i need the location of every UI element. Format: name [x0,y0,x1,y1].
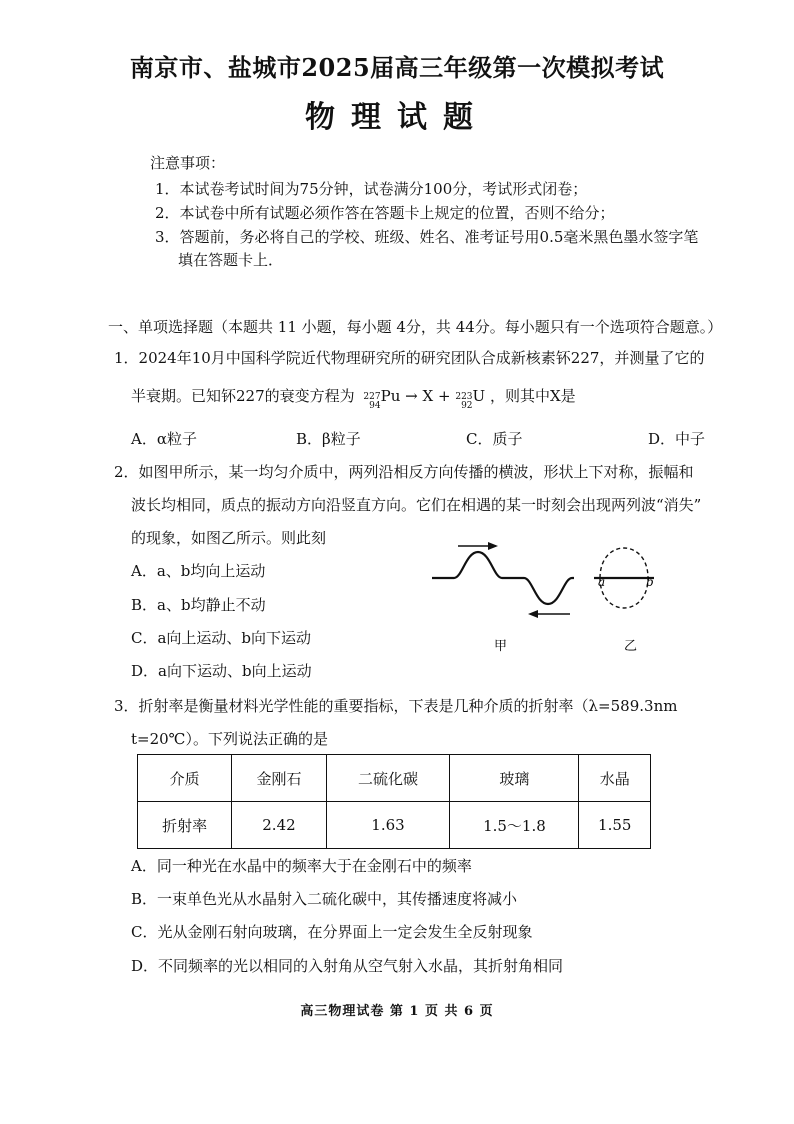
q2-option-b[interactable]: B．a、b均静止不动 [131,596,266,614]
plus: + [437,387,451,405]
q1-option-c[interactable]: C．质子 [466,430,523,448]
table-row [138,755,651,802]
refractive-index-table [137,754,651,849]
table-header-cell: 玻璃 [450,755,579,802]
u-atomic-number: 92 [461,401,473,411]
wave-pulse-upper [432,552,574,604]
q2-option-d[interactable]: D．a向下运动、b向上运动 [131,662,312,680]
table-header-cell: 金刚石 [232,755,326,802]
arrow-right-head [488,542,498,550]
note-item: 1．本试卷考试时间为75分钟，试卷满分100分，考试形式闭卷； [155,180,588,198]
point-a-label: a [598,575,606,589]
q1-option-d[interactable]: D．中子 [648,430,706,448]
table-cell: 1.63 [326,802,450,849]
wave-figure [428,540,668,660]
q1-stem-line1: 1．2024年10月中国科学院近代物理研究所的研究团队合成新核素钚227，并测量了它的 [114,349,705,367]
q3-option-a[interactable]: A．同一种光在水晶中的频率大于在金刚石中的频率 [131,857,472,875]
note-item: 填在答题卡上． [178,251,284,269]
q3-stem-line1: 3．折射率是衡量材料光学性能的重要指标，下表是几种介质的折射率（λ=589.3nm [114,697,678,715]
arrow-left-head [528,610,538,618]
q3-option-b[interactable]: B．一束单色光从水晶射入二硫化碳中，其传播速度将减小 [131,890,518,908]
q2-option-c[interactable]: C．a向上运动、b向下运动 [131,629,312,647]
exam-title: 南京市、盐城市2025届高三年级第一次模拟考试 [129,53,665,82]
notes-heading: 注意事项： [150,154,226,172]
table-header-cell: 二硫化碳 [326,755,450,802]
note-item: 2．本试卷中所有试题必须作答在答题卡上规定的位置，否则不给分； [155,204,615,222]
q1-option-b[interactable]: B．β粒子 [296,430,361,448]
table-header-cell: 介质 [138,755,232,802]
q2-option-a[interactable]: A．a、b均向上运动 [131,562,266,580]
figure-jia-label: 甲 [494,639,508,654]
q3-stem-line2: t=20℃）。下列说法正确的是 [131,730,328,748]
decay-equation [363,387,490,411]
q1-option-a[interactable]: A．α粒子 [131,430,197,448]
u-symbol: U [472,387,486,405]
pu-atomic-number: 94 [369,401,381,411]
table-cell: 2.42 [232,802,326,849]
q1-stem-line2 [131,385,576,411]
table-cell: 1.55 [579,802,651,849]
q2-stem-line1: 2．如图甲所示，某一均匀介质中，两列沿相反方向传播的横波，形状上下对称，振幅和 [114,463,694,481]
pu-symbol: Pu [380,387,401,405]
q2-stem-line2: 波长均相同，质点的振动方向沿竖直方向。它们在相遇的某一时刻会出现两列波“消失” [131,496,702,514]
point-b-label: b [646,575,654,589]
table-cell: 1.5～1.8 [450,802,579,849]
q3-option-c[interactable]: C．光从金刚石射向玻璃，在分界面上一定会发生全反射现象 [131,923,533,941]
section-heading: 一、单项选择题（本题共 11 小题，每小题 4分，共 44分。每小题只有一个选项符合题意。） [108,318,723,336]
figure-yi-label: 乙 [624,639,638,654]
table-cell: 折射率 [138,802,232,849]
x-symbol: X [422,387,434,405]
page-footer: 高三物理试卷 第 1 页 共 6 页 [300,1004,494,1019]
q1-stem-post: ，则其中X是 [489,387,576,405]
note-item: 3．答题前，务必将自己的学校、班级、姓名、准考证号用0.5毫米黑色墨水签字笔 [155,228,699,246]
arrow: → [405,387,418,405]
q1-stem-pre: 半衰期。已知钚227的衰变方程为 [131,387,355,405]
subject-title: 物理试题 [305,100,489,135]
q3-option-d[interactable]: D．不同频率的光以相同的入射角从空气射入水晶，其折射角相同 [131,957,564,975]
u-mass-number: 223 [455,392,473,402]
table-row [138,802,651,849]
table-header-cell: 水晶 [579,755,651,802]
q2-stem-line3: 的现象，如图乙所示。则此刻 [131,529,327,547]
pu-mass-number: 227 [363,392,381,402]
